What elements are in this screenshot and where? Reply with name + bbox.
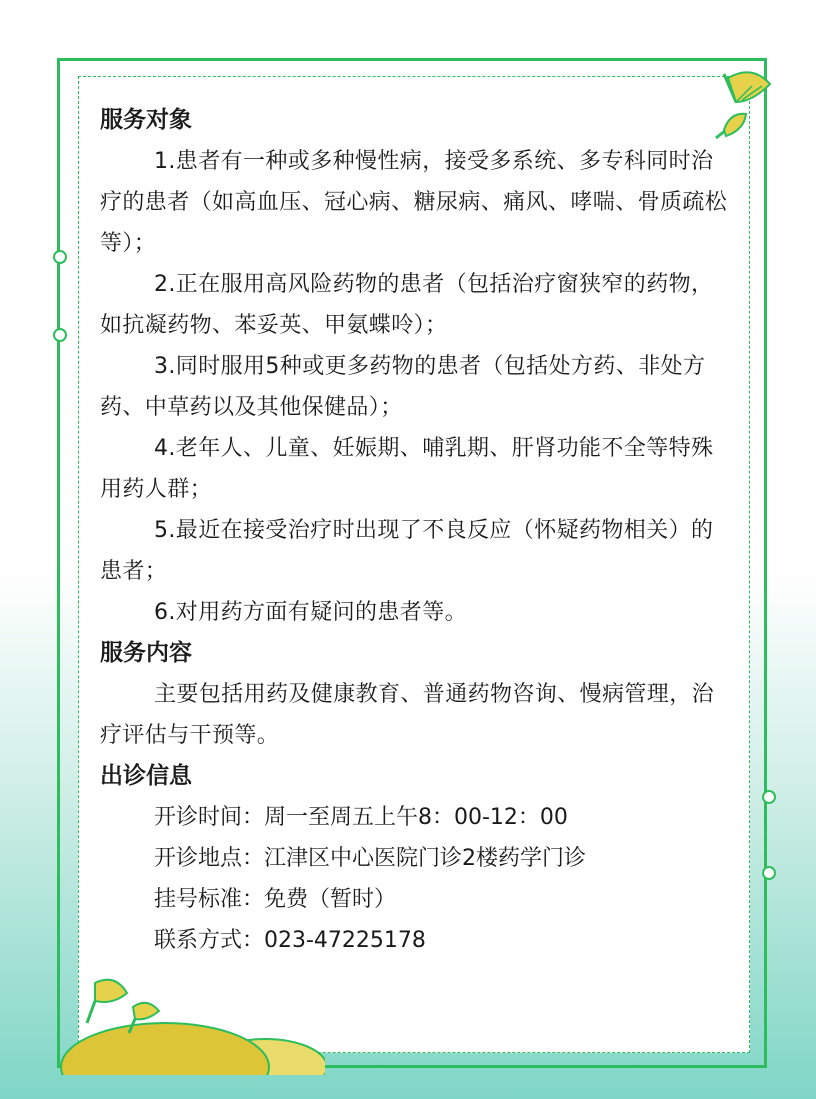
list-item: 1.患者有一种或多种慢性病，接受多系统、多专科同时治疗的患者（如高血压、冠心病、糖尿病、痛风、哮喘、骨质疏松等）； xyxy=(100,149,728,256)
content xyxy=(100,100,730,961)
ring-icon xyxy=(53,328,67,342)
list-item: 3.同时服用5种或更多药物的患者（包括处方药、非处方药、中草药以及其他保健品）； xyxy=(100,354,706,420)
list-item: 5.最近在接受治疗时出现了不良反应（怀疑药物相关）的患者； xyxy=(100,518,714,584)
section-heading-clinic-info: 出诊信息 xyxy=(100,763,192,789)
ring-icon xyxy=(762,866,776,880)
list-item: 2.正在服用高风险药物的患者（包括治疗窗狭窄的药物，如抗凝药物、苯妥英、甲氨蝶呤）； xyxy=(100,272,714,338)
section-heading-service-content: 服务内容 xyxy=(100,640,192,666)
list-item: 6.对用药方面有疑问的患者等。 xyxy=(154,600,467,625)
bottom-hills xyxy=(55,975,325,1075)
contact-phone: 联系方式：023-47225178 xyxy=(154,928,426,953)
list-item: 4.老年人、儿童、妊娠期、哺乳期、肝肾功能不全等特殊用药人群； xyxy=(100,436,714,502)
section-heading-service-target: 服务对象 xyxy=(100,107,192,133)
clinic-location: 开诊地点：江津区中心医院门诊2楼药学门诊 xyxy=(154,846,586,871)
ring-icon xyxy=(762,790,776,804)
ring-icon xyxy=(53,250,67,264)
registration-fee: 挂号标准：免费（暂时） xyxy=(154,887,397,912)
clinic-hours: 开诊时间：周一至周五上午8：00-12：00 xyxy=(154,805,568,830)
service-content-text: 主要包括用药及健康教育、普通药物咨询、慢病管理，治疗评估与干预等。 xyxy=(100,682,715,748)
